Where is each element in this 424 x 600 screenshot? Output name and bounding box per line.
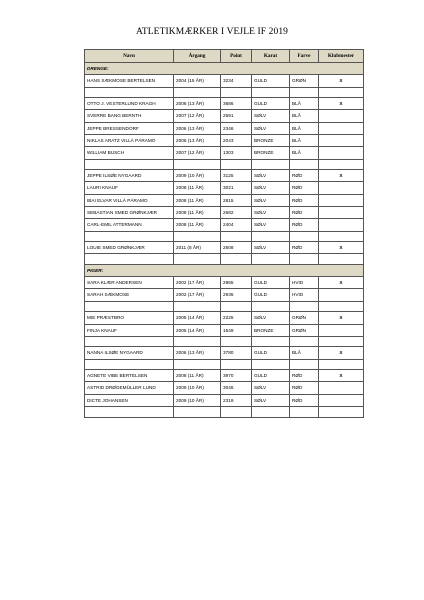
cell-karat: GULD [252,75,290,87]
blank-cell [252,231,290,242]
cell-navn: MIE PRÆSTBRO [85,312,174,324]
cell-karat: SØLV [252,170,290,182]
cell-navn: ASTRID DRØGEMÜLLER LUND [85,382,174,394]
table-row [85,122,364,134]
blank-cell [85,336,174,347]
cell-farve: RØD [290,206,319,218]
table-row [85,382,364,394]
header-klubmester: Klubmester [319,50,364,63]
table-row [85,370,364,382]
cell-navn: DICTE JOHANSEN [85,394,174,406]
blank-cell [290,87,319,98]
cell-karat: SØLV [252,219,290,231]
blank-cell [174,231,221,242]
blank-cell [252,254,290,265]
blank-cell [85,407,174,418]
cell-point: 3970 [221,370,252,382]
cell-point: 3021 [221,182,252,194]
cell-aargang: 2004 (15 ÅR) [174,75,221,87]
table-row [85,147,364,159]
cell-klubmester: X [319,312,364,324]
blank-cell [252,359,290,370]
blank-cell [319,407,364,418]
cell-aargang: 2009 (10 ÅR) [174,394,221,406]
blank-cell [290,301,319,312]
cell-aargang: 2006 (13 ÅR) [174,98,221,110]
cell-point: 3125 [221,170,252,182]
cell-farve: RØD [290,170,319,182]
cell-aargang: 2006 (13 ÅR) [174,134,221,146]
cell-karat: BRONZE [252,134,290,146]
cell-point: 3780 [221,347,252,359]
cell-navn: JEPPE ILSØE NYGAARD [85,170,174,182]
cell-navn: WILLIAM BUSCH [85,147,174,159]
cell-aargang: 2008 (11 ÅR) [174,219,221,231]
cell-karat: GULD [252,277,290,289]
cell-point: 1549 [221,324,252,336]
blank-cell [174,359,221,370]
cell-karat: GULD [252,289,290,301]
blank-cell [174,407,221,418]
cell-karat: SØLV [252,242,290,254]
table-row [85,219,364,231]
blank-cell [85,301,174,312]
cell-farve: RØD [290,182,319,194]
cell-point: 2682 [221,206,252,218]
cell-karat: SØLV [252,182,290,194]
cell-point: 2591 [221,110,252,122]
cell-karat: SØLV [252,122,290,134]
cell-klubmester [319,194,364,206]
cell-point: 2346 [221,122,252,134]
cell-karat: GULD [252,98,290,110]
cell-klubmester [319,122,364,134]
cell-farve: HVID [290,277,319,289]
cell-farve: RØD [290,382,319,394]
table-body [85,63,364,418]
blank-cell [85,359,174,370]
header-point: Point [221,50,252,63]
header-aargang: Årgang [174,50,221,63]
blank-row [85,159,364,170]
section-row [85,63,364,75]
cell-klubmester [319,147,364,159]
blank-cell [221,254,252,265]
blank-cell [174,159,221,170]
cell-navn: SEBASTIAN SMED GRØNKJÆR [85,206,174,218]
blank-row [85,231,364,242]
table-row [85,98,364,110]
blank-cell [319,301,364,312]
blank-cell [252,87,290,98]
cell-point: 3046 [221,382,252,394]
cell-klubmester: X [319,370,364,382]
table-row [85,182,364,194]
section-label: PIGER: [85,264,364,276]
cell-point: 2965 [221,277,252,289]
cell-farve: GRØN [290,324,319,336]
blank-cell [252,407,290,418]
cell-point: 3234 [221,75,252,87]
cell-aargang: 2009 (10 ÅR) [174,382,221,394]
cell-farve: BLÅ [290,122,319,134]
cell-aargang: 2005 (14 ÅR) [174,312,221,324]
blank-cell [221,301,252,312]
cell-aargang: 2011 (8 ÅR) [174,242,221,254]
cell-farve: RØD [290,219,319,231]
cell-navn: SARA KLÆR ANDERSEN [85,277,174,289]
cell-karat: SØLV [252,312,290,324]
header-row [85,50,364,63]
cell-farve: BLÅ [290,110,319,122]
cell-aargang: 2008 (11 ÅR) [174,182,221,194]
section-row [85,264,364,276]
cell-klubmester [319,182,364,194]
cell-klubmester [319,110,364,122]
blank-cell [319,336,364,347]
blank-row [85,336,364,347]
blank-row [85,254,364,265]
table-row [85,194,364,206]
cell-aargang: 2005 (14 ÅR) [174,324,221,336]
cell-karat: BRONZE [252,324,290,336]
table-row [85,206,364,218]
cell-farve: RØD [290,242,319,254]
cell-klubmester [319,206,364,218]
blank-cell [85,231,174,242]
cell-point: 2608 [221,242,252,254]
cell-navn: CARL-EMIL ATTERMANN [85,219,174,231]
cell-klubmester: X [319,98,364,110]
table-row [85,75,364,87]
cell-point: 3686 [221,98,252,110]
blank-cell [85,87,174,98]
table-row [85,242,364,254]
blank-cell [290,359,319,370]
cell-klubmester [319,324,364,336]
cell-navn: IBAI ELVAR VILLÀ PÁRAMO [85,194,174,206]
blank-cell [290,231,319,242]
cell-point: 1303 [221,147,252,159]
blank-cell [290,336,319,347]
cell-navn: LOUIE SMED GRØNKJÆR [85,242,174,254]
blank-cell [319,254,364,265]
document-title: ATLETIKMÆRKER I VEJLE IF 2019 [135,27,289,37]
cell-aargang: 2006 (13 ÅR) [174,347,221,359]
blank-cell [221,231,252,242]
cell-point: 2815 [221,194,252,206]
table-row [85,277,364,289]
cell-klubmester [319,134,364,146]
blank-row [85,301,364,312]
cell-klubmester: X [319,347,364,359]
cell-klubmester: X [319,242,364,254]
cell-aargang: 2009 (10 ÅR) [174,170,221,182]
blank-cell [85,159,174,170]
cell-navn: NANNA ILSØE NYGAARD [85,347,174,359]
table-row [85,347,364,359]
cell-karat: SØLV [252,110,290,122]
blank-cell [290,407,319,418]
blank-cell [252,336,290,347]
cell-aargang: 2007 (12 ÅR) [174,147,221,159]
cell-karat: SØLV [252,194,290,206]
cell-point: 2225 [221,312,252,324]
cell-karat: SØLV [252,382,290,394]
cell-point: 2319 [221,394,252,406]
cell-farve: GRØN [290,312,319,324]
blank-cell [319,359,364,370]
cell-aargang: 2002 (17 ÅR) [174,289,221,301]
table-row [85,394,364,406]
cell-farve: BLÅ [290,98,319,110]
cell-klubmester: X [319,277,364,289]
blank-cell [221,359,252,370]
blank-cell [290,254,319,265]
blank-cell [174,87,221,98]
table-row [85,289,364,301]
results-table [84,49,364,418]
cell-karat: GULD [252,370,290,382]
cell-aargang: 2002 (17 ÅR) [174,277,221,289]
table-row [85,324,364,336]
blank-cell [85,254,174,265]
cell-point: 2936 [221,289,252,301]
cell-aargang: 2008 (11 ÅR) [174,206,221,218]
cell-navn: FINJA KNAUF [85,324,174,336]
cell-aargang: 2006 (13 ÅR) [174,122,221,134]
table-row [85,110,364,122]
blank-cell [221,159,252,170]
cell-navn: JEPPE BRESSENDORF [85,122,174,134]
cell-karat: SØLV [252,394,290,406]
cell-navn: OTTO J. VESTERLUND KRAGH [85,98,174,110]
blank-cell [319,159,364,170]
cell-farve: HVID [290,289,319,301]
blank-cell [221,407,252,418]
blank-row [85,407,364,418]
blank-cell [221,87,252,98]
cell-karat: SØLV [252,206,290,218]
cell-klubmester [319,382,364,394]
cell-klubmester: X [319,170,364,182]
blank-cell [174,301,221,312]
cell-karat: BRONZE [252,147,290,159]
cell-aargang: 2008 (11 ÅR) [174,194,221,206]
blank-cell [174,254,221,265]
cell-farve: BLÅ [290,347,319,359]
cell-farve: BLÅ [290,134,319,146]
cell-karat: GULD [252,347,290,359]
cell-point: 2043 [221,134,252,146]
blank-cell [319,231,364,242]
cell-navn: LAURI KNAUF [85,182,174,194]
table-row [85,312,364,324]
blank-cell [221,336,252,347]
blank-cell [319,87,364,98]
cell-navn: NIKLAS ARATZ VILLÀ PÁRAMO [85,134,174,146]
blank-cell [174,336,221,347]
header-karat: Karat [252,50,290,63]
cell-klubmester: X [319,75,364,87]
header-navn: Navn [85,50,174,63]
cell-klubmester [319,289,364,301]
cell-farve: RØD [290,194,319,206]
table-row [85,170,364,182]
blank-row [85,359,364,370]
cell-point: 2404 [221,219,252,231]
cell-navn: HANS SÆKMOSE BERTELSEN [85,75,174,87]
cell-klubmester [319,394,364,406]
blank-cell [252,301,290,312]
cell-navn: SARAH SÆKMOSE [85,289,174,301]
blank-cell [290,159,319,170]
header-farve: Farve [290,50,319,63]
table-row [85,134,364,146]
blank-cell [252,159,290,170]
cell-navn: AGNETE VIBE BERTELSEN [85,370,174,382]
blank-row [85,87,364,98]
cell-aargang: 2007 (12 ÅR) [174,110,221,122]
cell-farve: RØD [290,394,319,406]
cell-aargang: 2008 (11 ÅR) [174,370,221,382]
cell-navn: SVERRE BANG BERNTH [85,110,174,122]
cell-farve: GRØN [290,75,319,87]
cell-farve: RØD [290,370,319,382]
section-label: DRENGE: [85,63,364,75]
cell-klubmester [319,219,364,231]
cell-farve: BLÅ [290,147,319,159]
